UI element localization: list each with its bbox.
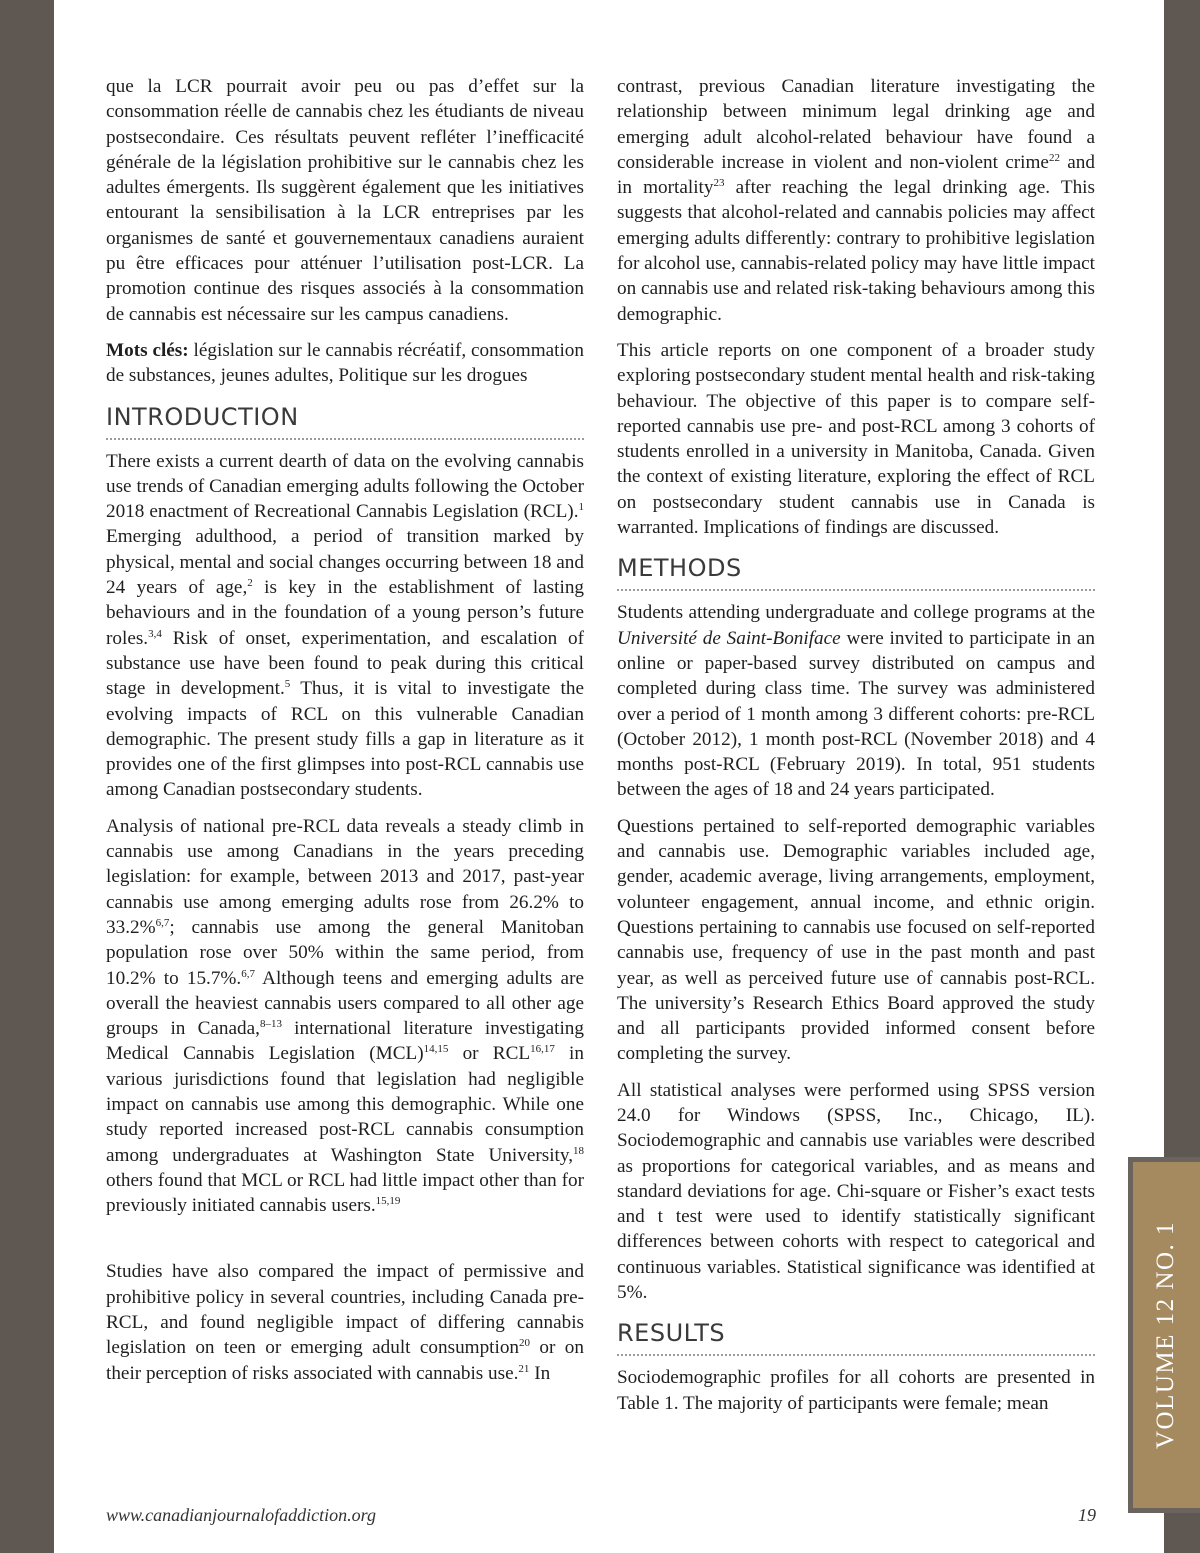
text-run: after reaching the legal drinking age. This suggests that alcohol-related and cannabis policies may affect emerging adults differently: contrary to prohibitive legislation for alcohol use, cannabis-related policy may have little impact on cannabis use and related risk-taking behaviours among this demographic. — [617, 177, 1095, 325]
methods-paragraph-2: Questions pertained to self-reported demographic variables and cannabis use. Demographic variables included age, gender, academic average, living arrangements, employment, volunteer engagement, annual income, and ethnic origin. Questions pertaining to cannabis use focused on self-reported cannabis use, frequency of use in the past month and past year, as well as perceived future use of cannabis post-RCL. The university’s Research Ethics Board approved the study and all participants provided informed consent before completing the survey. — [617, 815, 1095, 1065]
right-column — [617, 74, 1095, 1427]
left-column — [106, 74, 584, 1397]
page-number: 19 — [1078, 1505, 1096, 1525]
text-run: In — [529, 1362, 551, 1384]
intro-paragraph-3 — [106, 1259, 584, 1385]
text-run: Emerging adulthood, a period of transition marked by physical, mental and social changes occurring between 18 and 24 years of age, — [106, 526, 584, 599]
citation-superscript: 18 — [573, 1144, 584, 1157]
citation-superscript: 23 — [713, 177, 725, 190]
text-run: There exists a current dearth of data on the evolving cannabis use trends of Canadian emerging adults following the October 2018 enactment of Recreational Cannabis Legislation (RCL). — [106, 450, 584, 523]
methods-paragraph-3: All statistical analyses were performed using SPSS version 24.0 for Windows (SPSS, Inc., Chicago, IL). Sociodemographic and cannabis use variables were described as proportions for categorical variables, and as means and standard deviations for age. Chi-square or Fisher’s exact tests and t test were used to identify statistically significant differences between cohorts with respect to categorical and continuous variables. Statistical significance was identified at 5%. — [617, 1079, 1095, 1304]
footer-url: www.canadianjournalofaddiction.org — [106, 1505, 377, 1525]
text-run: Studies have also compared the impact of permissive and prohibitive policy in several countries, including Canada pre-RCL, and found negligible impact of differing cannabis legislation on teen or emerging adult consumption — [106, 1261, 584, 1359]
citation-superscript: 14,15 — [423, 1043, 449, 1056]
text-run: Thus, it is vital to investigate the evolving impacts of RCL on this vulnerable Canadian demographic. The present study fills a gap in literature as it provides one of the first glimpses into post-RCL cannabis use among Canadian postsecondary students. — [106, 678, 584, 801]
citation-superscript: 6,7 — [241, 967, 255, 980]
text-run: and in mortality — [617, 151, 1095, 199]
keywords-label: Mots clés: — [106, 339, 189, 361]
citation-superscript: 2 — [247, 577, 253, 590]
keywords-paragraph — [106, 338, 584, 389]
keywords-text: législation sur le cannabis récréatif, consommation de substances, jeunes adultes, Politique sur les drogues — [106, 339, 584, 387]
text-run: Students attending undergraduate and college programs at the — [617, 602, 1095, 624]
methods-paragraph-1 — [617, 600, 1095, 802]
volume-tab — [1133, 1162, 1200, 1508]
intro-paragraph-3-continued — [617, 74, 1095, 327]
citation-superscript: 16,17 — [530, 1043, 555, 1056]
text-run: were invited to participate in an online or paper-based survey distributed on campus and completed during class time. The survey was administered over a period of 1 month among 3 different cohorts: pre-RCL (October 2012), 1 month post-RCL (November 2018) and 4 months post-RCL (February 2019). In total, 951 students between the ages of 18 and 24 years participated. — [617, 627, 1095, 801]
citation-superscript: 15,19 — [375, 1195, 401, 1208]
intro-paragraph-2 — [106, 814, 584, 1219]
text-run: international literature investigating Medical Cannabis Legislation (MCL) — [106, 1018, 584, 1065]
citation-superscript: 20 — [519, 1337, 531, 1350]
text-run: ; cannabis use among the general Manitoban population rose over 50% within the same period, from 10.2% to 15.7%. — [106, 916, 584, 989]
abstract-french-paragraph: que la LCR pourrait avoir peu ou pas d’effet sur la consommation réelle de cannabis chez les étudiants de niveau postsecondaire. Ces résultats peuvent refléter l’inefficacité générale de la législation prohibitive sur le cannabis chez les adultes émergents. Ils suggèrent également que les initiatives entourant la sensibilisation à la LCR entreprises par les organismes de santé et gouvernementaux canadiens auraient pu être efficaces pour atténuer l’utilisation post-LCR. La promotion continue des risques associés à la consommation de cannabis est nécessaire sur les campus canadiens. — [106, 76, 584, 325]
results-heading: RESULTS — [617, 1319, 1095, 1356]
text-run: in various jurisdictions found that legislation had negligible impact on cannabis use among this demographic. While one study reported increased post-RCL cannabis consumption among undergraduates at Washington State University, — [106, 1043, 584, 1166]
citation-superscript: 21 — [518, 1362, 530, 1375]
text-run: is key in the establishment of lasting behaviours and in the foundation of a young person’s future roles. — [106, 577, 585, 649]
text-run: or RCL — [448, 1043, 531, 1065]
institution-name: Université de Saint-Boniface — [617, 627, 841, 649]
text-run: Risk of onset, experimentation, and escalation of substance use have been found to peak during this critical stage in development. — [106, 627, 584, 700]
text-run: Analysis of national pre-RCL data reveals a steady climb in cannabis use among Canadians in the years preceding legislation: for example, between 2013 and 2017, past-year cannabis use among emerging adults rose from 26.2% to 33.2% — [106, 815, 584, 938]
text-run: others found that MCL or RCL had little impact other than for previously initiated cannabis users. — [106, 1169, 584, 1217]
results-paragraph-1: Sociodemographic profiles for all cohorts are presented in Table 1. The majority of participants were female; mean — [617, 1367, 1095, 1414]
methods-heading: METHODS — [617, 554, 1095, 591]
citation-superscript: 6,7 — [155, 916, 170, 929]
citation-superscript: 22 — [1048, 151, 1060, 164]
text-run: contrast, previous Canadian literature investigating the relationship between minimum legal drinking age and emerging adult alcohol-related behaviour have found a considerable increase in violent and non-violent crime — [617, 76, 1095, 173]
citation-superscript: 1 — [578, 501, 584, 514]
text-run: or on their perception of risks associated with cannabis use. — [106, 1337, 584, 1384]
paragraph-gap — [106, 1229, 584, 1259]
text-run: Although teens and emerging adults are overall the heaviest cannabis users compared to all other age groups in Canada, — [106, 967, 584, 1040]
left-margin-bar — [0, 0, 54, 1553]
citation-superscript: 5 — [284, 678, 291, 691]
intro-paragraph-4: This article reports on one component of a broader study exploring postsecondary student mental health and risk-taking behaviour. The objective of this paper is to compare self-reported cannabis use pre- and post-RCL among 3 cohorts of students enrolled in a university in Manitoba, Canada. Given the context of existing literature, exploring the effect of RCL on postsecondary student cannabis use in Canada is warranted. Implications of findings are discussed. — [617, 339, 1095, 539]
citation-superscript: 8–13 — [259, 1018, 282, 1031]
introduction-heading: INTRODUCTION — [106, 403, 584, 440]
citation-superscript: 3,4 — [148, 627, 162, 640]
intro-paragraph-1 — [106, 449, 584, 803]
volume-label: VOLUME 12 NO. 1 — [1152, 1220, 1180, 1450]
